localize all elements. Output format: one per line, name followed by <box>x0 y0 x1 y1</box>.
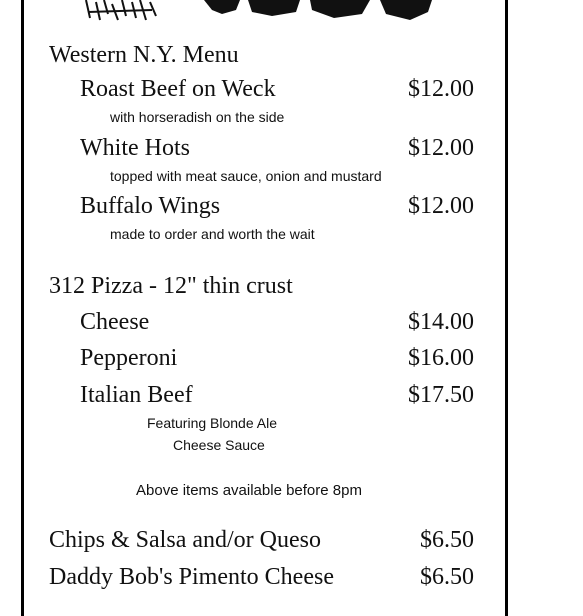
menu-item-price: $12.00 <box>408 76 474 102</box>
brand-logo <box>0 0 583 22</box>
menu-item-name: Pepperoni <box>80 345 178 371</box>
menu-item-price: $17.50 <box>408 382 474 408</box>
menu-item-price: $6.50 <box>420 527 474 553</box>
menu-item-name: White Hots <box>80 135 190 161</box>
section-title-pizza: 312 Pizza - 12" thin crust <box>49 273 293 299</box>
menu-item-name: Cheese <box>80 309 150 335</box>
menu-item-description: made to order and worth the wait <box>110 226 315 242</box>
section-title-western: Western N.Y. Menu <box>49 42 239 68</box>
menu-item-price: $12.00 <box>408 193 474 219</box>
menu-item-name: Daddy Bob's Pimento Cheese <box>49 564 334 590</box>
menu-item-description: topped with meat sauce, onion and mustard <box>110 168 382 184</box>
menu-item-name: Roast Beef on Weck <box>80 76 276 102</box>
availability-note: Above items available before 8pm <box>136 482 362 499</box>
feature-line: Featuring Blonde Ale <box>147 415 277 431</box>
menu-item-price: $14.00 <box>408 309 474 335</box>
menu-item-price: $16.00 <box>408 345 474 371</box>
menu-item-price: $12.00 <box>408 135 474 161</box>
menu-item-name: Italian Beef <box>80 382 193 408</box>
menu-item-name: Chips & Salsa and/or Queso <box>49 527 321 553</box>
menu-item-price: $6.50 <box>420 564 474 590</box>
menu-item-description: with horseradish on the side <box>110 109 285 125</box>
feature-line: Cheese Sauce <box>173 437 265 453</box>
menu-item-name: Buffalo Wings <box>80 193 221 219</box>
